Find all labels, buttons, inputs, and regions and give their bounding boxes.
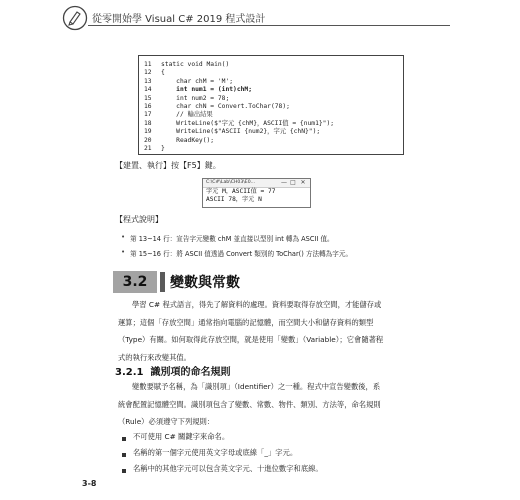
line-number: 18 — [144, 119, 152, 127]
code-text: char chM = 'M'; — [161, 77, 234, 85]
console-output-line: ASCII 78，字元 N — [206, 196, 262, 203]
book-logo-icon — [62, 5, 88, 31]
paragraph-line: 統會配置記憶體空間。識別項包含了變數、常數、物件、類別、方法等，命名規則 — [118, 399, 381, 409]
line-number: 11 — [144, 61, 152, 68]
section-paragraph — [118, 296, 438, 366]
line-number: 12 — [144, 69, 152, 77]
section-number-badge: 3.2 — [113, 271, 157, 293]
minimize-icon[interactable]: — — [281, 179, 287, 186]
paragraph-line: 式的執行來改變其值。 — [118, 352, 191, 362]
header-divider — [88, 25, 450, 26]
code-text: // 輸出結果 — [161, 111, 213, 119]
close-icon[interactable]: ✕ — [300, 179, 306, 186]
maximize-icon[interactable]: □ — [290, 179, 296, 186]
paragraph-line: 學習 C# 程式語言，得先了解資料的處理。資料要取得存放空間，才能儲存或 — [132, 300, 382, 309]
page-number: 3-8 — [82, 479, 97, 488]
code-text: static void Main() — [161, 61, 230, 68]
subsection-title: 識別項的命名規則 — [150, 367, 231, 378]
line-number: 17 — [144, 111, 152, 119]
console-output-line: 字元 M，ASCII值 = 77 — [206, 188, 276, 195]
code-text: { — [161, 69, 165, 77]
bullet-icon: • — [121, 248, 126, 256]
subsection-number: 3.2.1 — [115, 367, 144, 378]
console-title: C:\C#\Lab\CH03\E0... — [206, 180, 256, 185]
paragraph-line: （Rule）必須遵守下列規則： — [118, 417, 215, 426]
square-bullet-icon — [122, 453, 126, 457]
code-text: } — [161, 145, 165, 152]
line-number: 21 — [144, 145, 152, 152]
console-titlebar — [203, 179, 310, 188]
section-title: 變數與常數 — [170, 275, 240, 291]
code-text: int num2 = 78; — [161, 94, 230, 102]
code-text: WriteLine($"字元 {chM}，ASCII值 = {num1}"); — [161, 119, 335, 127]
line-number: 20 — [144, 136, 152, 144]
line-number: 15 — [144, 94, 152, 102]
naming-rule: 名稱中的其他字元可以包含英文字元、十進位數字和底線。 — [133, 464, 323, 473]
explanation-bullet: 第 15~16 行：將 ASCII 值透過 Convert 類別的 ToChar() 方法轉為字元。 — [130, 250, 353, 258]
square-bullet-icon — [122, 469, 126, 473]
run-instruction: 【建置、執行】按【F5】鍵。 — [115, 161, 221, 170]
code-listing — [138, 55, 404, 155]
code-text: char chN = Convert.ToChar(78); — [161, 103, 290, 110]
subsection-heading — [115, 363, 230, 378]
line-number: 14 — [144, 86, 152, 94]
console-window — [202, 178, 311, 208]
square-bullet-icon — [122, 437, 126, 441]
naming-rule: 名稱的第一個字元使用英文字母或底線「_」字元。 — [133, 448, 298, 457]
code-text: WriteLine($"ASCII {num2}，字元 {chN}"); — [161, 128, 321, 136]
paragraph-line: （Type）有關。如何取得此存放空間，就是使用「變數」（Variable）；它會隨著程 — [118, 335, 384, 344]
explanation-bullet: 第 13~14 行：宣告字元變數 chM 並直接以型別 int 轉為 ASCII 值。 — [130, 235, 334, 243]
bullet-icon: • — [121, 233, 126, 241]
section-heading-bar — [160, 272, 165, 292]
paragraph-line: 運算；這個「存放空間」通常指向電腦的記憶體，而空間大小和儲存資料的類型 — [118, 317, 374, 327]
explanation-label: 【程式說明】 — [115, 215, 163, 224]
subsection-paragraph — [118, 378, 438, 431]
line-number: 16 — [144, 103, 152, 110]
code-text: int num1 = (int)chM; — [161, 86, 252, 94]
naming-rule: 不可使用 C# 關鍵字來命名。 — [133, 432, 230, 441]
line-number: 13 — [144, 77, 152, 85]
code-text: ReadKey(); — [161, 136, 215, 144]
paragraph-line: 變數要賦予名稱，為「識別項」（Identifier）之一種。程式中宣告變數後，系 — [132, 382, 381, 391]
line-number: 19 — [144, 128, 152, 136]
running-header-title: 從零開始學 Visual C# 2019 程式設計 — [92, 14, 266, 25]
